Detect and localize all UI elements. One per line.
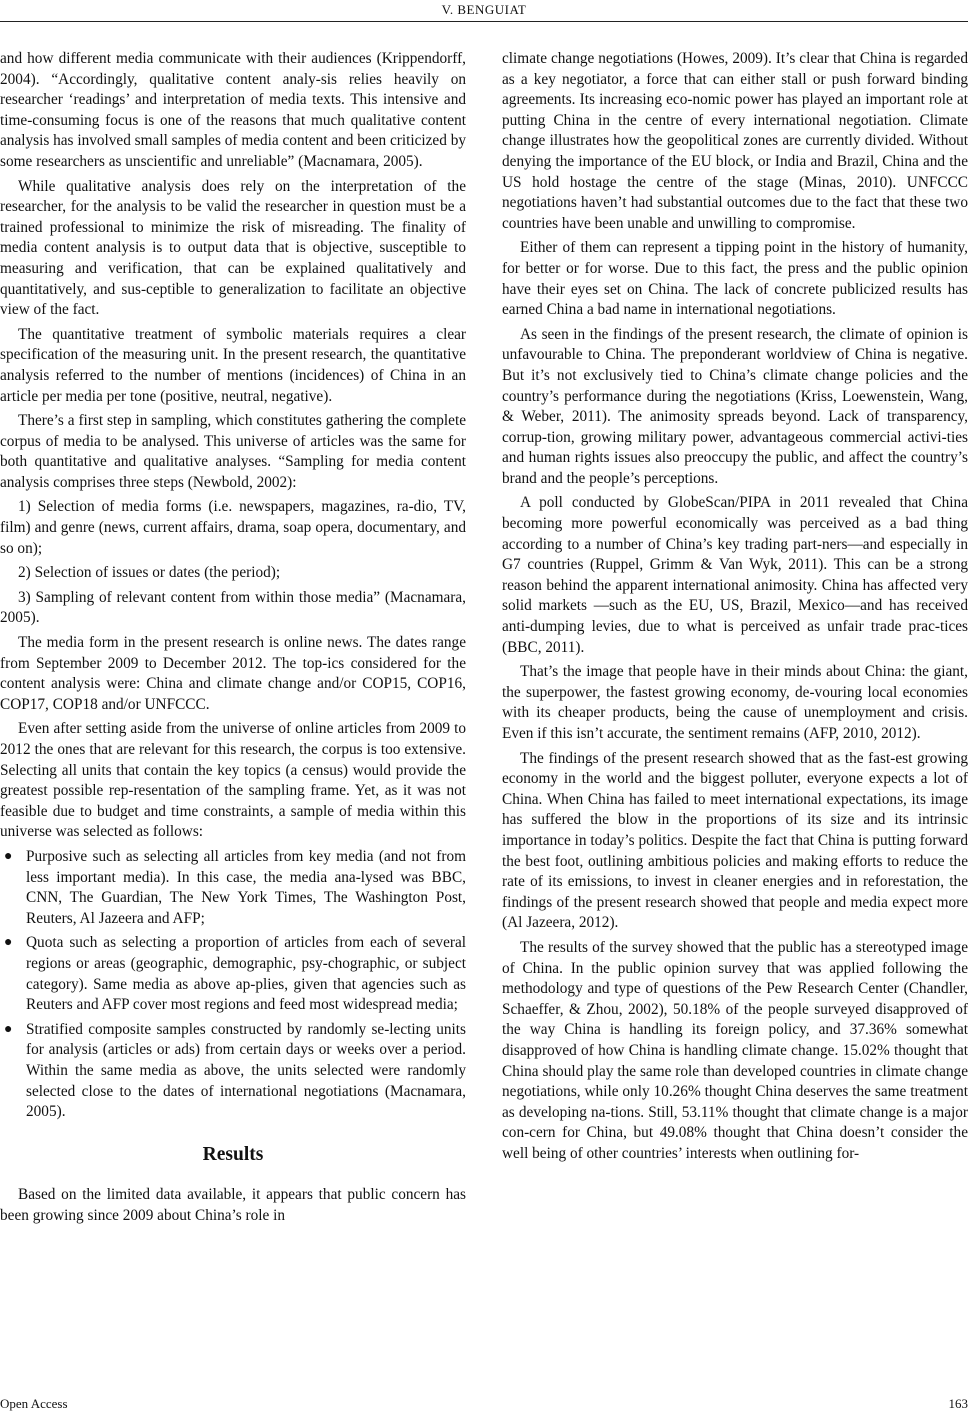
list-item-text: Purposive such as selecting all articles from key media (and not from less important media). In this case, the media ana-lysed was BBC, CNN, The Guardian, The New York Times, The Washington Post, Reuters, Al Jazeera and AFP; xyxy=(26,847,466,927)
page-footer xyxy=(0,1396,968,1412)
paragraph: Based on the limited data available, it appears that public concern has been growing since 2009 about China’s role in xyxy=(0,1186,466,1224)
paragraph: The results of the survey showed that the public has a stereotyped image of China. In the public opinion survey that was applied following the methodology and type of questions of the Pew Research Center (Chandler, Schaeffer, & Zhou, 2002), 50.18% of the people surveyed disapproved of the way China is handling its foreign policy, and 37.36% somewhat disapproved of how China is handling climate change. 15.02% thought that China should play the same role than developed countries in climate change negotiations, while only 10.26% thought China deserves the same treatment as developing na-tions. Still, 53.11% thought that climate change is a major con-cern for China, but 49.08% thought that China doesn’t consider the well being of other countries’ interests when outlining for- xyxy=(502,938,968,1162)
paragraph: Even after setting aside from the universe of online articles from 2009 to 2012 the ones that are relevant for this research, the corpus is too extensive. Selecting all units that contain the key topics (a census) would provide the greatest possible rep-resentation of the sampling frame. Yet, as it was not feasible due to budget and time constraints, a sample of media within this universe was selected as follows: xyxy=(0,720,466,841)
paragraph: The media form in the present research is online news. The dates range from September 2009 to December 2012. The top-ics considered for the content analysis were: China and climate change and/or COP15, COP16, COP17, COP18 and/or UNFCCC. xyxy=(0,634,466,713)
list-item xyxy=(0,933,466,1015)
paragraph: and how different media communicate with their audiences (Krippendorff, 2004). “Accordingly, qualitative content analy-sis relies heavily on researcher ‘readings’ and interpretation of media texts. This intensive and time-consuming focus is one of the reasons that much qualitative content analysis has involved small samples of media content and been criticized by some researchers as unscientific and unreliable” (Macnamara, 2005). xyxy=(0,50,466,170)
paragraph: 3) Sampling of relevant content from within those media” (Macnamara, 2005). xyxy=(0,588,466,627)
page-number: 163 xyxy=(948,1396,968,1411)
sampling-list xyxy=(0,847,466,1123)
paragraph: There’s a first step in sampling, which constitutes gathering the complete corpus of media to be analysed. This universe of articles was the same for both quantitative and qualitative analyses. “Sampling for media content analysis comprises three steps (Newbold, 2002): xyxy=(0,412,466,491)
bullet-icon: ● xyxy=(4,935,13,951)
paragraph: 2) Selection of issues or dates (the period); xyxy=(18,564,281,582)
bullet-icon: ● xyxy=(4,1021,13,1037)
left-column xyxy=(0,49,466,1230)
list-item-text: Stratified composite samples constructed by randomly se-lecting units for analysis (articles or ads) from certain days or weeks over a period. Within the same media as above, the units selected were randomly selected close to the dates of international negotiations (Macnamara, 2005). xyxy=(26,1020,466,1121)
header-rule xyxy=(0,21,968,22)
right-column xyxy=(502,49,968,1168)
paragraph: As seen in the findings of the present research, the climate of opinion is unfavourable to China. The preponderant worldview of China is negative. But it’s not exclusively tied to China’s climate change policies and the country’s performance during the negotiations (Kriss, Loewenstein, Wang, & Weber, 2011). The animosity spreads beyond. Lack of transparency, corrup-tion, growing military power, advantageous commercial activi-ties and human rights issues also preoccupy the public, and affect the country’s brand and the people’s perceptions. xyxy=(502,325,968,487)
page-header xyxy=(0,0,968,22)
paragraph: climate change negotiations (Howes, 2009). It’s clear that China is regarded as a key negotiator, a force that can either stall or push forward binding agreements. Its increasing eco-nomic power has played an important role at putting China in the centre of every international negotiation. Climate change illustrates how the geopolitical zones are currently divided. Without denying the importance of the EU block, or India and Brazil, China and the US hold hostage the centre of the stage (Minas, 2010). UNFCCC negotiations haven’t had substantial outcomes due to the fact that these two countries have been unable and unwilling to compromise. xyxy=(502,50,968,232)
paragraph: The quantitative treatment of symbolic materials requires a clear specification of the measuring unit. In the present research, the quantitative analysis referred to the number of mentions (incidences) of China in an article per media per tone (positive, neutral, negative). xyxy=(0,325,466,405)
running-title: V. BENGUIAT xyxy=(441,2,527,17)
paragraph: Either of them can represent a tipping point in the history of humanity, for better or for worse. Due to this fact, the press and the public opinion have their eyes set on China. The lack of concrete publicized results has earned China a bad name in international negotiations. xyxy=(502,239,968,319)
paragraph: While qualitative analysis does rely on the interpretation of the researcher, for the analysis to be valid the researcher in question must be a trained professional to minimize the risk of misreading. The finality of media content analysis is to output data that is objective, susceptible to measuring and verification, that can be explained qualitatively and quantitatively, and sus-ceptible to generalization to facilitate an objective view of the fact. xyxy=(0,177,466,319)
paragraph: 1) Selection of media forms (i.e. newspapers, magazines, ra-dio, TV, film) and genre (news, current affairs, drama, soap opera, documentary, and so on); xyxy=(0,498,466,557)
paragraph: The findings of the present research showed that as the fast-est growing economy in the world and the biggest polluter, everyone expects a lot of China. When China has failed to meet international expectations, its image has suffered the blow in the proportions of its size and its intrinsic importance in today’s politics. Despite the fact that China is putting forward the best foot, outlining ambitious policies and making efforts to reduce the rate of its emissions, to invest in cleaner energies and in reforestation, the findings of the present research showed that people and media expect more (Al Jazeera, 2012). xyxy=(502,749,968,932)
list-item xyxy=(0,1020,466,1123)
paragraph: A poll conducted by GlobeScan/PIPA in 2011 revealed that China becoming more powerful economically was perceived as a bad thing according to a number of China’s key trading part-ners—and especially in G7 countries (Ruppel, Grimm & Van Wyk, 2011). This can be a strong reason behind the apparent international animosity. China has affected very solid markets —such as the EU, US, Brazil, Mexico—and has received anti-dumping levies, due to what is perceived as unfair trade prac-tices (BBC, 2011). xyxy=(502,494,968,656)
paragraph: That’s the image that people have in their minds about China: the giant, the superpower, the fastest growing economy, de-vouring local economies with its cheaper products, being the cause of unemployment and crisis. Even if this isn’t accurate, the sentiment remains (AFP, 2010, 2012). xyxy=(502,663,968,742)
list-item-text: Quota such as selecting a proportion of articles from each of several regions or areas (geographic, demographic, psy-chographic, or subject category). Same media as above ap-plies, given that agencies such as Reuters and AFP cover most regions and feed most widespread media; xyxy=(26,934,466,1014)
footer-journal-label: Open Access xyxy=(0,1396,68,1411)
list-item xyxy=(0,847,466,929)
section-heading: Results xyxy=(202,1143,264,1165)
bullet-icon: ● xyxy=(4,848,13,864)
